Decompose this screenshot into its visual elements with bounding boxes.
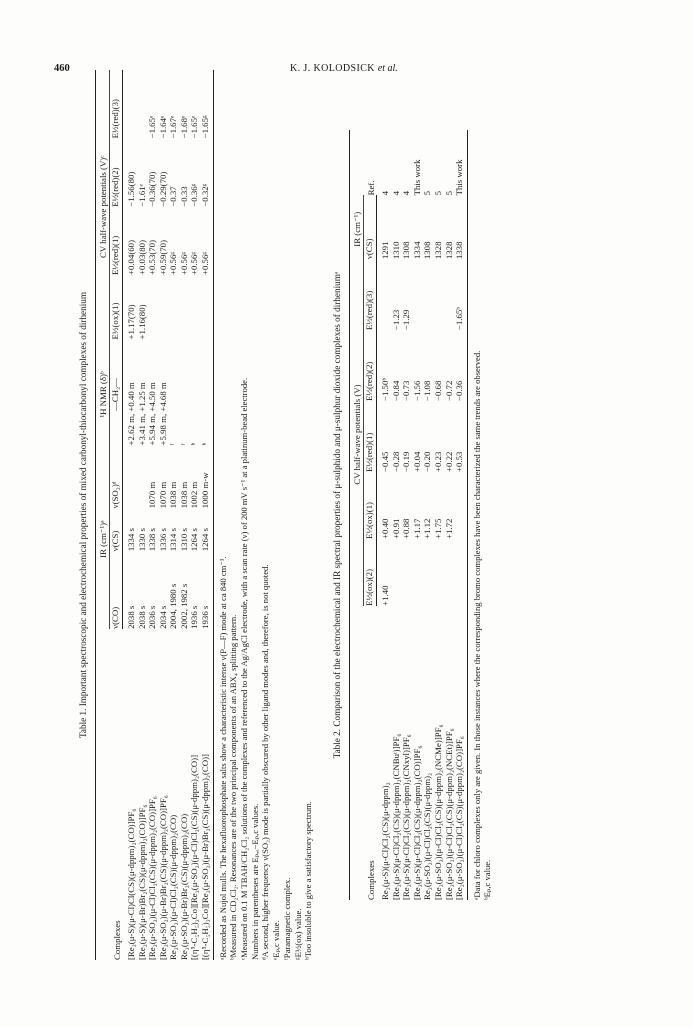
table-cell: +0.91 [390, 518, 401, 539]
table-cell: 2002, 1982 s [178, 583, 189, 629]
table-cell: [Re₂(μ-S)(μ-Br)Br₂(CS)(μ-dppm)₂(CO)]PF₆ [136, 804, 147, 960]
table-cell: 4 [401, 191, 412, 196]
table2-col-vcs: ν(CS) [363, 195, 377, 259]
table-row [444, 130, 455, 900]
table-cell: −0.84 [390, 380, 401, 402]
table-cell: +0.04 [411, 451, 422, 472]
table-cell: This work [411, 159, 422, 196]
table-cell: −0.29(70) [157, 171, 168, 207]
table-cell: 5 [443, 191, 454, 196]
table-cell [412, 539, 423, 606]
table-cell: −0.28 [390, 451, 401, 472]
footnote: ᵃRecorded as Nujol mulls. The hexafluorophosphate salts show a characteristic intense ν(P—F) mode at ca 840 cm⁻¹. [217, 556, 228, 960]
table2-footnotes [472, 130, 493, 900]
table-row [179, 70, 190, 960]
rotated-page-content [78, 70, 638, 960]
table-cell: −0.33 [178, 186, 189, 207]
table-cell: −1.67ᵉ [168, 115, 179, 139]
table-row [123, 70, 137, 960]
table-cell: −1.65ᵉ [189, 115, 200, 139]
footnote: ᵍE½(ox) value. [292, 908, 303, 960]
table-cell: Re₂(μ-SO₂)(μ-Cl)Cl₂(CS)(μ-dppm)₂ [422, 772, 433, 900]
footnote: ʰToo insoluble to give a satisfactory spectrum. [303, 801, 314, 960]
table2 [349, 130, 467, 900]
table-cell: 2038 s [126, 605, 137, 629]
table-cell: +0.40 [380, 518, 391, 539]
footnote: ᵇMeasured in CD₂Cl₂. Resonances are of the two principal components of an ABX₄ splitting pattern. [228, 614, 239, 960]
table-row [401, 130, 412, 900]
table-cell: +1.16(80) [136, 304, 147, 340]
table-cell: 4 [390, 191, 401, 196]
table-cell: 1334 s [126, 528, 137, 552]
table-cell [391, 539, 402, 606]
table-cell: [Re₂(μ-SO₂)(μ-Br)Br₂(CS)(μ-dppm)₂(CO)]PF₆ [157, 795, 168, 960]
table-cell: +1.17 [411, 518, 422, 539]
table-cell: +5.98 m, +4.68 m [157, 382, 168, 446]
table2-group-ir: IR (cm⁻¹) [350, 195, 364, 259]
table-cell: 1308 [401, 241, 412, 260]
footnote: ᵉEₚ,c value. [271, 920, 282, 960]
table2-col-eox1: E½(ox)(1) [363, 472, 377, 539]
table-cell: 1338 s [147, 528, 158, 552]
table-cell: −1.61ᵉ [136, 184, 147, 207]
table-row [147, 70, 158, 960]
table-cell: 1308 [422, 241, 433, 260]
table2-col-complexes: Complexes [350, 606, 377, 900]
table2-col-eox2: E½(ox)(2) [363, 539, 377, 606]
table-cell [123, 70, 137, 138]
table-row [454, 130, 467, 900]
table-cell: [Re₂(μ-S)(μ-Cl)Cl₂(CS)(μ-dppm)₂(CNBuᵗ)]PF₆ [390, 733, 401, 900]
table-row [412, 130, 423, 900]
table-cell: −0.32ᵍ [200, 138, 213, 206]
table-row [137, 70, 148, 960]
table-cell: +0.59(70) [157, 240, 168, 276]
table-cell: [(η⁵-C₅H₅)₂Co][Re₂(μ-SO₂)(μ-Cl)Cl₂(CS)(μ-dppm)₂(CO)] [189, 754, 200, 960]
table-cell: 1338 [454, 195, 467, 259]
table-cell: −1.65ᵍ [200, 70, 213, 138]
table-cell: 1330 s [136, 528, 147, 552]
table-cell: 4 [380, 191, 391, 196]
table-cell [422, 539, 433, 606]
table-cell: +0.04(60) [126, 240, 137, 276]
table2-col-ref: Ref. [350, 130, 377, 195]
table-row [158, 70, 169, 960]
table-cell: [Re₂(μ-SO₂)(μ-Cl)Cl₂(CS)(μ-dppm)₂(NCMe)]PF₆ [432, 724, 443, 900]
table-cell: +1.12 [422, 518, 433, 539]
table-cell: +0.56ᵍ [178, 252, 189, 276]
table-cell: +0.03(80) [136, 240, 147, 276]
table-cell: 2034 s [157, 605, 168, 629]
table-cell: −1.08 [422, 380, 433, 402]
table-cell: 1038 m [178, 481, 189, 509]
table-row [377, 130, 391, 900]
footnote: ᵇEₚ,c value. [482, 859, 493, 900]
table-cell: −1.65ᵇ [454, 259, 467, 330]
table-cell: −1.68ᵉ [178, 115, 189, 139]
table-cell: ᶠ [168, 443, 179, 446]
table-row [433, 130, 444, 900]
table-cell: 1336 s [157, 528, 168, 552]
table-cell: −1.56 [411, 380, 422, 402]
table1-col-vso2: ν(SO₂)ᵈ [109, 445, 123, 508]
table-cell: 2038 s [136, 605, 147, 629]
table-cell: +0.88 [401, 518, 412, 539]
table-cell: 5 [432, 191, 443, 196]
table-cell [137, 70, 148, 138]
footnote: Numbers in parentheses are Eₚ,ₐ−Eₚ,c values. [249, 803, 260, 960]
table-cell: +0.23 [432, 451, 443, 472]
table-cell: 1264 s [200, 508, 213, 551]
table-cell [377, 259, 391, 330]
table1-col-ch2: —CH₂— [109, 339, 123, 445]
table-cell: Re₂(μ-S)(μ-Cl)Cl₂(CS)(μ-dppm)₂ [380, 782, 391, 900]
table2-col-ered1: E½(red)(1) [363, 401, 377, 472]
table2-body [377, 130, 467, 900]
table-cell: 1000 m-w [200, 445, 213, 508]
table-cell: −0.73 [401, 380, 412, 402]
footnote: ᵃData for chloro complexes only are given. In those instances where the corresponding bromo complexes have been characterized the same trends are observed. [471, 350, 482, 900]
table-row [168, 70, 179, 960]
table-cell: This work [454, 130, 467, 195]
table-cell: +2.62 m, +0.40 m [126, 382, 137, 446]
table1-col-eox1: E½(ox)(1) [109, 275, 123, 339]
table-cell: +0.56ᵍ [200, 207, 213, 275]
table-cell: −0.45 [380, 451, 391, 472]
table-cell: −1.64ᵉ [157, 115, 168, 139]
table-cell: +0.56ᵍ [189, 252, 200, 276]
table-cell: +0.22 [443, 451, 454, 472]
table-cell [433, 259, 444, 330]
table-cell: −0.20 [422, 451, 433, 472]
table-cell: −1.29 [401, 309, 412, 331]
table1 [95, 70, 213, 960]
table-cell: −1.65ᵉ [147, 115, 158, 139]
table-cell: −0.72 [443, 380, 454, 402]
table-cell: [Re₂(μ-S)(μ-Cl)Cl₂(CS)(μ-dppm)₂(CO)]PF₆ [411, 745, 422, 900]
table-cell: −1.56(80) [126, 171, 137, 207]
table-row [189, 70, 200, 960]
table-cell: [Re₂(μ-S)(μ-Cl)Cl(CS)(μ-dppm)₂(CO)]PF₆ [126, 808, 137, 960]
table-cell [444, 259, 455, 330]
table1-group-cv: CV half-wave potentials (V)ᶜ [96, 70, 110, 339]
table-cell: +1.40 [380, 585, 391, 606]
table-cell: 1291 [380, 241, 391, 260]
table-cell: +1.17(70) [126, 304, 137, 340]
table-cell [412, 259, 423, 330]
table-cell [454, 472, 467, 539]
table-cell: −0.37 [168, 186, 179, 207]
footnote: ᶠParamagnetic complex. [281, 877, 292, 960]
table1-group-nmr: ¹H NMR (δ)ᵇ [96, 339, 110, 445]
table-cell [454, 539, 467, 606]
table-cell: Re₂(μ-SO₂)(μ-Br)Br₂(CS)(μ-dppm)₂(CO) [178, 813, 189, 960]
footnote: ᵈA second, higher frequency ν(SO₂) mode is partially obscured by other ligand modes and, therefore, is not quoted. [260, 564, 271, 960]
table-cell: 1314 s [168, 528, 179, 552]
table2-col-ered2: E½(red)(2) [363, 330, 377, 401]
table-cell: +3.41 m, +1.25 m [136, 382, 147, 446]
table-cell: 1936 s [200, 551, 213, 629]
author-name: K. J. KOLODSICK [290, 63, 375, 74]
table-cell: +5.94 m, +4.50 m [147, 382, 158, 446]
table-cell [179, 275, 190, 339]
table-cell [137, 445, 148, 508]
table1-col-ered1: E½(red)(1) [109, 207, 123, 275]
table-cell: 1328 [432, 241, 443, 260]
table-row [391, 130, 402, 900]
table-cell [444, 539, 455, 606]
table-cell: 1038 m [168, 481, 179, 509]
table-cell: ʰ [200, 339, 213, 445]
table-cell: 2036 s [147, 605, 158, 629]
page-number: 460 [54, 63, 70, 74]
table1-footnotes [218, 70, 315, 960]
table-cell: 5 [422, 191, 433, 196]
table-cell: [Re₂(μ-SO₂)(μ-Cl)Cl₂(CS)(μ-dppm)₂(NCEt)]PF₆ [443, 728, 454, 900]
table-cell: 1936 s [189, 605, 200, 629]
table-cell: ᶠ [178, 443, 189, 446]
table-row [422, 130, 433, 900]
table-cell: ʰ [189, 442, 200, 446]
table-cell: 1002 m [189, 481, 200, 509]
table-cell: 1070 m [147, 481, 158, 509]
table-cell: −0.19 [401, 451, 412, 472]
table-cell [168, 275, 179, 339]
table-cell: 2004, 1980 s [168, 583, 179, 629]
table-cell [189, 275, 200, 339]
table-cell: −0.36 [454, 330, 467, 401]
table-cell [433, 539, 444, 606]
table-cell: Re₂(μ-SO₂)(μ-Cl)Cl₂(CS)(μ-dppm)₂(CO) [168, 814, 179, 960]
table-cell: 1264 s [189, 528, 200, 552]
table-cell: 1070 m [157, 481, 168, 509]
table-cell [147, 275, 158, 339]
table2-group-cv: CV half-wave potentials (V) [350, 259, 364, 606]
table-cell [401, 539, 412, 606]
table-cell: +0.53(70) [147, 240, 158, 276]
author-suffix: et al. [377, 63, 398, 74]
table-cell: [Re₂(μ-SO₂)(μ-Cl)Cl₂(CS)(μ-dppm)₂(CO)]PF₆ [454, 606, 467, 900]
table1-col-ered3: E½(red)(3) [109, 70, 123, 138]
table2-wrapper [332, 130, 493, 900]
table1-col-ered2: E½(red)(2) [109, 138, 123, 206]
table-cell: −0.68 [432, 380, 443, 402]
table1-body [123, 70, 213, 960]
table-cell: 1310 s [178, 528, 189, 552]
table-cell: 1310 [390, 241, 401, 260]
table-cell: −0.36ᵍ [189, 183, 200, 207]
table1-group-ir: IR (cm⁻¹)ᵃ [96, 445, 110, 628]
table1-col-vco: ν(CO) [109, 551, 123, 629]
table-cell: +0.53 [454, 401, 467, 472]
table-cell: +1.72 [443, 518, 454, 539]
table-cell [123, 445, 137, 508]
table1-col-vcs: ν(CS) [109, 508, 123, 551]
table-cell: 1334 [411, 241, 422, 260]
table2-col-ered3: E½(red)(3) [363, 259, 377, 330]
table-row [200, 70, 213, 960]
table-cell: +1.75 [432, 518, 443, 539]
table-cell: [Re₂(μ-S)(μ-Cl)Cl₂(CS)(μ-dppm)₂(CNxyl)]PF₆ [401, 734, 412, 900]
table-cell [200, 275, 213, 339]
table1-col-complexes: Complexes [96, 629, 123, 960]
table-cell: −1.50ᵇ [380, 377, 391, 402]
table-cell: −0.36(70) [147, 171, 158, 207]
table-cell: −1.23 [390, 309, 401, 331]
table-cell: [(η⁵-C₅H₅)₂Co][Re₂(μ-SO₂)(μ-Br)Br₂(CS)(μ-dppm)₂(CO)] [200, 629, 213, 960]
footnote: ᶜMeasured on 0.1 M TBAH/CH₂Cl₂ solutions of the complexes and referenced to the Ag/AgCl electrode, with a scan rate (ν) of 200 mV s⁻¹ at a platinum-bead electrode. [238, 377, 249, 960]
table1-caption: Table 1. Important spectroscopic and electrochemical properties of mixed carbonyl-thiocarbonyl complexes of dirhenium [78, 291, 88, 739]
table2-caption: Table 2. Comparison of the electrochemical and IR spectral properties of μ-sulphido and μ-sulphur dioxide complexes of dirheniumᵃ [332, 271, 343, 759]
table-cell: 1328 [443, 241, 454, 260]
table-cell [422, 259, 433, 330]
table-cell: +0.56ᵍ [168, 252, 179, 276]
table-cell: [Re₂(μ-SO₂)(μ-Cl)Cl₂(CS)(μ-dppm)₂(CO)]PF₆ [147, 796, 158, 960]
table-cell [158, 275, 169, 339]
